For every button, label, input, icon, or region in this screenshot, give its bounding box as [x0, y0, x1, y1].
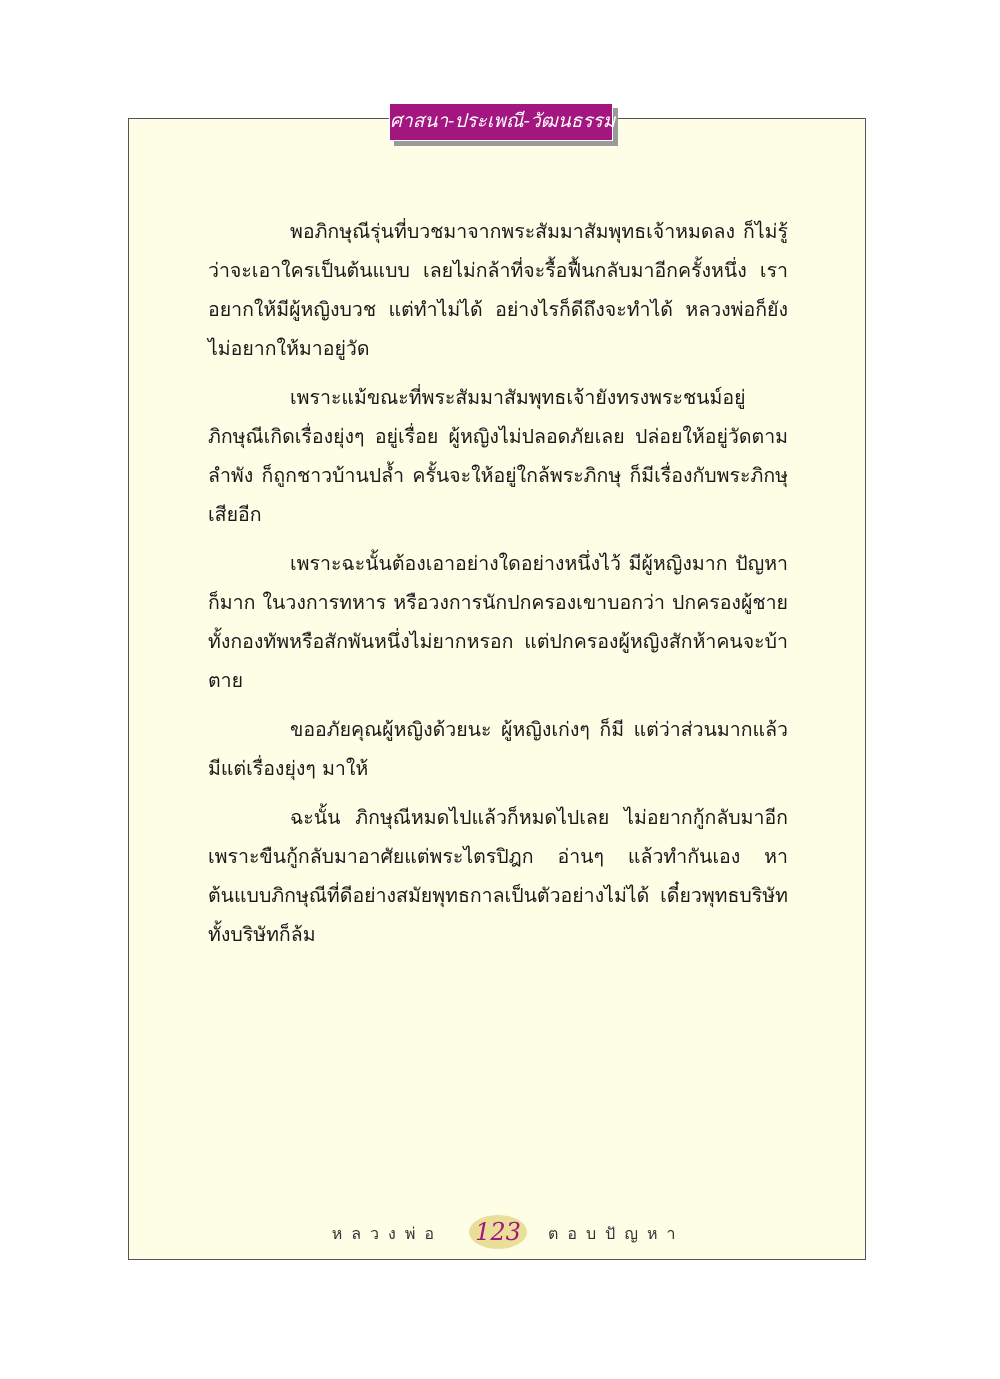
section-title: ศาสนา-ประเพณี-วัฒนธรรม: [389, 103, 613, 141]
page-footer: [128, 1212, 866, 1256]
paragraph-2: เพราะแม้ขณะที่พระสัมมาสัมพุทธเจ้ายังทรงพระชนม์อยู่ ภิกษุณีเกิดเรื่องยุ่งๆ อยู่เรื่อย ผู้หญิงไม่ปลอดภัยเลย ปล่อยให้อยู่วัดตามลำพัง ก็ถูกชาวบ้านปล้ำ ครั้นจะให้อยู่ใกล้พระภิกษุ ก็มีเรื่องกับพระภิกษุเสียอีก: [208, 386, 788, 526]
paragraph-5: ฉะนั้น ภิกษุณีหมดไปแล้วก็หมดไปเลย ไม่อยากกู้กลับมาอีก เพราะขืนกู้กลับมาอาศัยแต่พระไตรปิฎก อ่านๆ แล้วทำกันเอง หาต้นแบบภิกษุณีที่ดีอย่างสมัยพุทธกาลเป็นตัวอย่างไม่ได้ เดี๋ยวพุทธบริษัททั้งบริษัทก็ล้ม: [208, 806, 788, 946]
page-number-badge: 123: [469, 1215, 527, 1249]
paragraph-4: ขออภัยคุณผู้หญิงด้วยนะ ผู้หญิงเก่งๆ ก็มี แต่ว่าส่วนมากแล้วมีแต่เรื่องยุ่งๆ มาให้: [208, 718, 788, 780]
paragraph-3: เพราะฉะนั้นต้องเอาอย่างใดอย่างหนึ่งไว้ มีผู้หญิงมาก ปัญหาก็มาก ในวงการทหาร หรือวงการนักปกครองเขาบอกว่า ปกครองผู้ชายทั้งกองทัพหรือสักพันหนึ่งไม่ยากหรอก แต่ปกครองผู้หญิงสักห้าคนจะบ้าตาย: [208, 552, 788, 692]
paragraph-1: พอภิกษุณีรุ่นที่บวชมาจากพระสัมมาสัมพุทธเจ้าหมดลง ก็ไม่รู้ว่าจะเอาใครเป็นต้นแบบ เลยไม่กล้าที่จะรื้อฟื้นกลับมาอีกครั้งหนึ่ง เราอยากให้มีผู้หญิงบวช แต่ทำไม่ได้ อย่างไรก็ดีถึงจะทำได้ หลวงพ่อก็ยังไม่อยากให้มาอยู่วัด: [208, 220, 788, 360]
footer-book-title-right: ตอบปัญหา: [548, 1224, 685, 1243]
body-text: [208, 212, 788, 964]
footer-book-title-left: หลวงพ่อ: [331, 1224, 443, 1243]
